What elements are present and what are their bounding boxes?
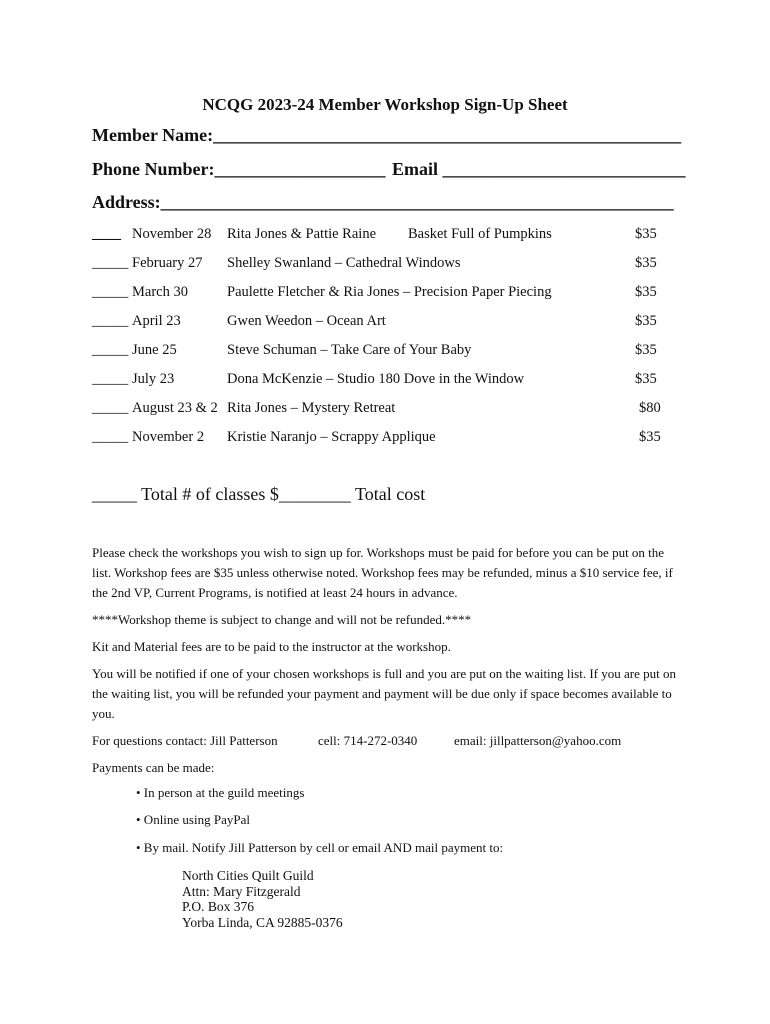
member-name-field[interactable]: Member Name:____________________________________________________ <box>92 125 682 145</box>
contact-email: email: jillpatterson@yahoo.com <box>454 733 622 748</box>
email-field[interactable]: Email ___________________________ <box>392 159 686 179</box>
workshop-date: March 30 <box>132 284 188 300</box>
address-line: North Cities Quilt Guild <box>182 868 314 883</box>
workshop-description: Kristie Naranjo – Scrappy Applique <box>227 429 436 445</box>
payments-heading: Payments can be made: <box>92 760 215 775</box>
address-line: Yorba Linda, CA 92885-0376 <box>182 914 343 930</box>
workshop-description: Rita Jones & Pattie Raine <box>227 226 377 242</box>
contact-cell: cell: 714-272-0340 <box>318 733 418 748</box>
workshop-price: $35 <box>635 255 657 271</box>
workshop-description: Dona McKenzie – Studio 180 Dove in the Window <box>227 371 525 387</box>
workshop-checkbox-blank[interactable]: _____ <box>92 429 129 445</box>
phone-number-field[interactable]: Phone Number:___________________ <box>92 159 386 179</box>
workshop-date: November 28 <box>132 226 212 242</box>
workshop-price: $35 <box>635 342 657 358</box>
workshop-date: November 2 <box>132 429 205 445</box>
workshop-description: Gwen Weedon – Ocean Art <box>227 313 386 329</box>
workshop-price: $35 <box>639 429 661 445</box>
workshop-description: Rita Jones – Mystery Retreat <box>227 400 396 416</box>
workshop-date: April 23 <box>132 313 181 329</box>
workshop-checkbox-blank[interactable]: _____ <box>92 313 129 329</box>
workshop-checkbox-blank[interactable]: _____ <box>92 400 129 416</box>
payment-method-item: • By mail. Notify Jill Patterson by cell or email AND mail payment to: <box>136 840 504 855</box>
workshop-description-extra: Basket Full of Pumpkins <box>408 226 552 242</box>
workshop-description: Steve Schuman – Take Care of Your Baby <box>227 342 472 358</box>
page-title: NCQG 2023-24 Member Workshop Sign-Up Sheet <box>202 95 568 114</box>
workshop-price: $35 <box>635 226 657 242</box>
waiting-list-paragraph: You will be notified if one of your chosen workshops is full and you are put on the waiting list. If you are put on the waiting list, you will be refunded your payment and payment will be due only if space becomes available to you. <box>92 666 676 721</box>
address-line: Attn: Mary Fitzgerald <box>182 883 301 899</box>
payment-method-item: • Online using PayPal <box>136 812 250 827</box>
workshop-checkbox-blank[interactable]: _____ <box>92 255 129 271</box>
theme-note: ****Workshop theme is subject to change and will not be refunded.**** <box>92 612 472 627</box>
payment-method-item: • In person at the guild meetings <box>136 785 305 800</box>
workshop-date: July 23 <box>132 371 175 387</box>
totals-line[interactable]: _____ Total # of classes $________ Total cost <box>92 484 426 504</box>
workshop-description: Shelley Swanland – Cathedral Windows <box>227 255 461 271</box>
kit-fees-note: Kit and Material fees are to be paid to the instructor at the workshop. <box>92 639 451 654</box>
contact-name: For questions contact: Jill Patterson <box>92 733 278 748</box>
workshop-price: $35 <box>635 371 657 387</box>
workshop-date: February 27 <box>132 255 203 271</box>
address-field[interactable]: Address:_________________________________________________________ <box>92 192 674 212</box>
workshop-checkbox-blank[interactable]: ____ <box>92 226 121 242</box>
workshop-price: $35 <box>635 313 657 329</box>
mailing-address <box>182 868 343 930</box>
workshop-date: June 25 <box>132 342 177 358</box>
address-line: P.O. Box 376 <box>182 899 255 914</box>
workshop-date: August 23 & 2 <box>132 400 218 416</box>
workshop-price: $35 <box>635 284 657 300</box>
workshop-checkbox-blank[interactable]: _____ <box>92 284 129 300</box>
instructions-paragraph: Please check the workshops you wish to sign up for. Workshops must be paid for before you can be put on the list. Workshop fees are $35 unless otherwise noted. Workshop fees may be refunded, minus a $10 service fee, if the 2nd VP, Current Programs, is notified at least 24 hours in advance. <box>92 545 673 600</box>
workshop-checkbox-blank[interactable]: _____ <box>92 342 129 358</box>
workshop-price: $80 <box>639 400 661 416</box>
workshop-checkbox-blank[interactable]: _____ <box>92 371 129 387</box>
workshop-description: Paulette Fletcher & Ria Jones – Precision Paper Piecing <box>227 284 552 300</box>
